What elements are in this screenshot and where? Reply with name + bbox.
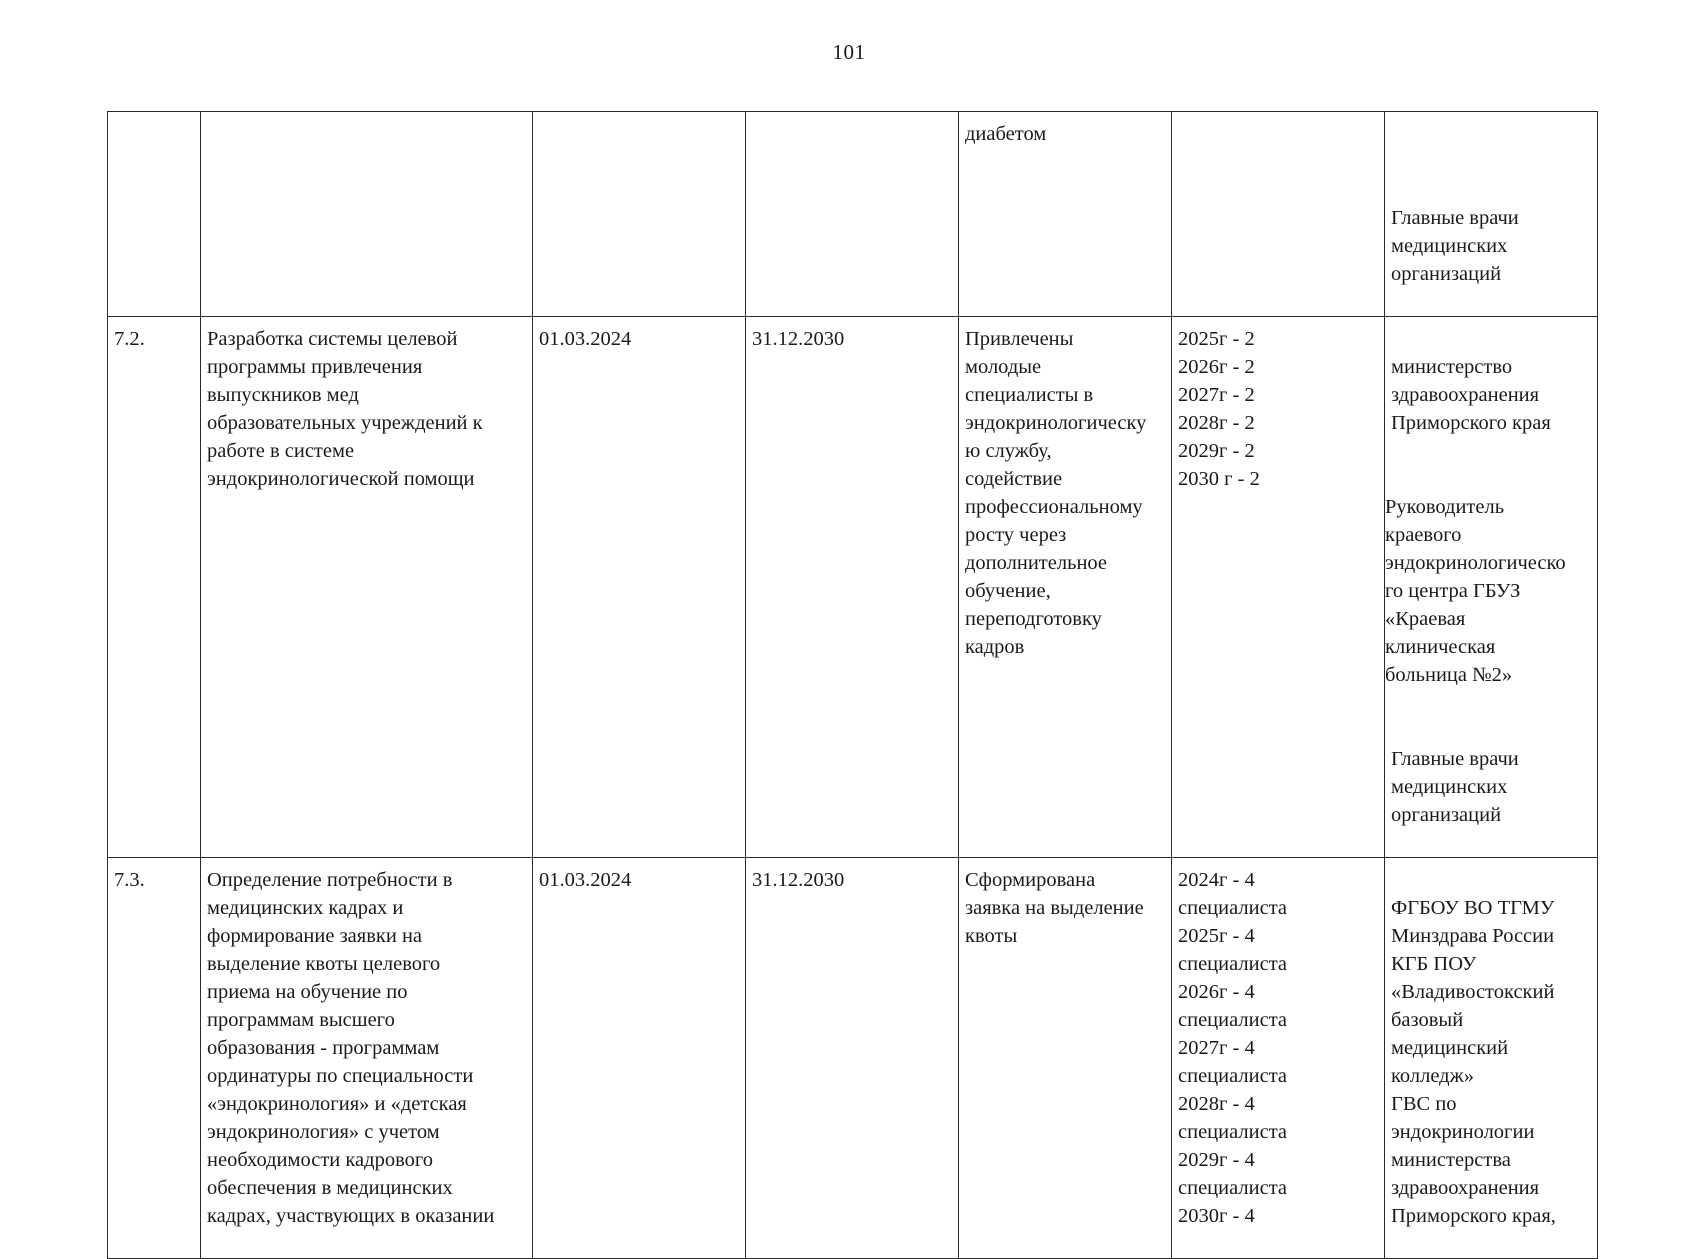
action-plan-table	[107, 111, 1598, 1259]
start-date-cell: 01.03.2024	[533, 317, 746, 858]
end-date-cell: 31.12.2030	[746, 317, 959, 858]
table-row	[108, 858, 1598, 1259]
table-row	[108, 317, 1598, 858]
item-number-cell	[108, 112, 201, 317]
item-number-cell: 7.2.	[108, 317, 201, 858]
indicator-cell: 2024г - 4 специалиста 2025г - 4 специалиста 2026г - 4 специалиста 2027г - 4 специалиста 2028г - 4 специалиста 2029г - 4 специалиста 2030г - 4	[1172, 858, 1385, 1259]
spacer	[1391, 148, 1591, 176]
executors-cell	[1385, 112, 1598, 317]
activity-name-cell	[201, 112, 533, 317]
indicator-cell: 2025г - 2 2026г - 2 2027г - 2 2028г - 2 2029г - 2 2030 г - 2	[1172, 317, 1385, 858]
executors-cell	[1385, 858, 1598, 1259]
activity-name-cell: Определение потребности в медицинских кадрах и формирование заявки на выделение квоты целевого приема на обучение по программам высшего образования - программам ординатуры по специальности «эндокринология» и «детская эндокринология» с учетом необходимости кадрового обеспечения в медицинских кадрах, участвующих в оказании	[201, 858, 533, 1259]
start-date-cell	[533, 112, 746, 317]
executor-text: Главные врачи медицинских организаций	[1391, 207, 1519, 285]
executor-text: Руководитель краевого эндокринологическо го центра ГБУЗ «Краевая клиническая больница №2»	[1385, 496, 1566, 686]
end-date-cell: 31.12.2030	[746, 858, 959, 1259]
executor-text: ФГБОУ ВО ТГМУ Минздрава России КГБ ПОУ «Владивостокский базовый медицинский колледж» ГВС по эндокринологии министерства здравоохранения Приморского края,	[1391, 897, 1556, 1227]
table-row	[108, 112, 1598, 317]
item-number-cell: 7.3.	[108, 858, 201, 1259]
expected-result-cell: диабетом	[959, 112, 1172, 317]
executors-cell	[1385, 317, 1598, 858]
expected-result-cell: Сформирована заявка на выделение квоты	[959, 858, 1172, 1259]
expected-result-cell: Привлечены молодые специалисты в эндокринологическу ю службу, содействие профессиональному росту через дополнительное обучение, переподготовку кадров	[959, 317, 1172, 858]
executor-text: министерство здравоохранения Приморского края	[1391, 356, 1551, 434]
page-number: 101	[832, 40, 866, 64]
indicator-cell	[1172, 112, 1385, 317]
executor-text: Главные врачи медицинских организаций	[1391, 748, 1519, 826]
end-date-cell	[746, 112, 959, 317]
start-date-cell: 01.03.2024	[533, 858, 746, 1259]
activity-name-cell: Разработка системы целевой программы привлечения выпускников мед образовательных учреждений к работе в системе эндокринологической помощи	[201, 317, 533, 858]
